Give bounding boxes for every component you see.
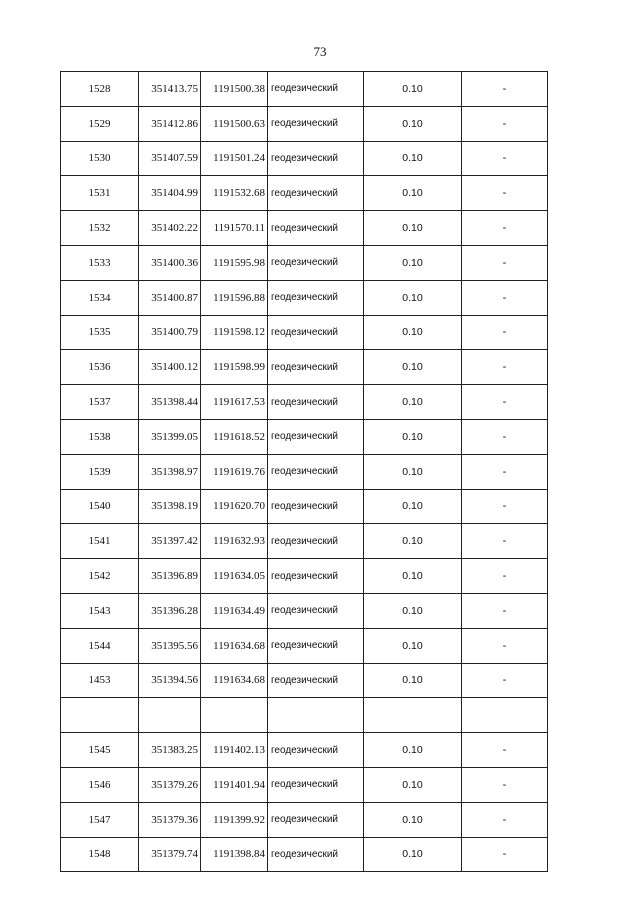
y-coordinate-cell: 1191618.52 xyxy=(201,419,268,454)
table-row xyxy=(61,698,548,733)
point-number-cell: 1531 xyxy=(61,176,139,211)
accuracy-cell: 0.10 xyxy=(364,663,462,698)
description-cell xyxy=(462,698,548,733)
accuracy-cell: 0.10 xyxy=(364,802,462,837)
point-number-cell: 1541 xyxy=(61,524,139,559)
method-cell: геодезический xyxy=(268,141,364,176)
page-number: 73 xyxy=(313,44,327,59)
description-cell: - xyxy=(462,524,548,559)
y-coordinate-cell: 1191619.76 xyxy=(201,454,268,489)
y-coordinate-cell: 1191398.84 xyxy=(201,837,268,872)
coordinates-table-body xyxy=(61,72,548,872)
method-cell: геодезический xyxy=(268,211,364,246)
x-coordinate-cell: 351402.22 xyxy=(139,211,201,246)
x-coordinate-cell: 351379.74 xyxy=(139,837,201,872)
x-coordinate-cell: 351400.12 xyxy=(139,350,201,385)
description-cell: - xyxy=(462,72,548,107)
table-row xyxy=(61,663,548,698)
table-row xyxy=(61,733,548,768)
method-cell: геодезический xyxy=(268,315,364,350)
accuracy-cell xyxy=(364,698,462,733)
accuracy-cell: 0.10 xyxy=(364,593,462,628)
description-cell: - xyxy=(462,767,548,802)
point-number-cell: 1529 xyxy=(61,106,139,141)
method-cell: геодезический xyxy=(268,489,364,524)
accuracy-cell: 0.10 xyxy=(364,489,462,524)
table-row xyxy=(61,211,548,246)
y-coordinate-cell: 1191620.70 xyxy=(201,489,268,524)
point-number-cell: 1538 xyxy=(61,419,139,454)
table-row xyxy=(61,176,548,211)
point-number-cell: 1530 xyxy=(61,141,139,176)
table-row xyxy=(61,280,548,315)
x-coordinate-cell: 351399.05 xyxy=(139,419,201,454)
accuracy-cell: 0.10 xyxy=(364,315,462,350)
point-number-cell: 1542 xyxy=(61,559,139,594)
method-cell: геодезический xyxy=(268,350,364,385)
accuracy-cell: 0.10 xyxy=(364,837,462,872)
method-cell: геодезический xyxy=(268,593,364,628)
method-cell: геодезический xyxy=(268,802,364,837)
accuracy-cell: 0.10 xyxy=(364,454,462,489)
description-cell: - xyxy=(462,176,548,211)
y-coordinate-cell: 1191401.94 xyxy=(201,767,268,802)
y-coordinate-cell: 1191634.68 xyxy=(201,628,268,663)
table-row xyxy=(61,767,548,802)
accuracy-cell: 0.10 xyxy=(364,767,462,802)
point-number-cell: 1543 xyxy=(61,593,139,628)
y-coordinate-cell: 1191402.13 xyxy=(201,733,268,768)
table-row xyxy=(61,837,548,872)
accuracy-cell: 0.10 xyxy=(364,419,462,454)
point-number-cell: 1540 xyxy=(61,489,139,524)
x-coordinate-cell: 351379.26 xyxy=(139,767,201,802)
table-row xyxy=(61,628,548,663)
description-cell: - xyxy=(462,628,548,663)
accuracy-cell: 0.10 xyxy=(364,733,462,768)
x-coordinate-cell: 351404.99 xyxy=(139,176,201,211)
x-coordinate-cell: 351397.42 xyxy=(139,524,201,559)
accuracy-cell: 0.10 xyxy=(364,559,462,594)
description-cell: - xyxy=(462,385,548,420)
table-row xyxy=(61,350,548,385)
point-number-cell: 1544 xyxy=(61,628,139,663)
coordinates-table xyxy=(60,71,548,872)
table-row xyxy=(61,72,548,107)
y-coordinate-cell: 1191632.93 xyxy=(201,524,268,559)
method-cell: геодезический xyxy=(268,559,364,594)
table-row xyxy=(61,559,548,594)
method-cell: геодезический xyxy=(268,106,364,141)
method-cell: геодезический xyxy=(268,176,364,211)
y-coordinate-cell: 1191500.38 xyxy=(201,72,268,107)
y-coordinate-cell: 1191617.53 xyxy=(201,385,268,420)
point-number-cell: 1548 xyxy=(61,837,139,872)
accuracy-cell: 0.10 xyxy=(364,211,462,246)
table-row xyxy=(61,593,548,628)
x-coordinate-cell: 351398.97 xyxy=(139,454,201,489)
description-cell: - xyxy=(462,802,548,837)
table-row xyxy=(61,419,548,454)
point-number-cell: 1547 xyxy=(61,802,139,837)
description-cell: - xyxy=(462,489,548,524)
description-cell: - xyxy=(462,733,548,768)
description-cell: - xyxy=(462,593,548,628)
x-coordinate-cell: 351398.19 xyxy=(139,489,201,524)
y-coordinate-cell: 1191634.49 xyxy=(201,593,268,628)
description-cell: - xyxy=(462,141,548,176)
point-number-cell: 1535 xyxy=(61,315,139,350)
table-row xyxy=(61,802,548,837)
table-row xyxy=(61,315,548,350)
method-cell: геодезический xyxy=(268,419,364,454)
table-row xyxy=(61,524,548,559)
accuracy-cell: 0.10 xyxy=(364,385,462,420)
method-cell: геодезический xyxy=(268,663,364,698)
point-number-cell: 1537 xyxy=(61,385,139,420)
point-number-cell: 1533 xyxy=(61,245,139,280)
description-cell: - xyxy=(462,245,548,280)
y-coordinate-cell: 1191598.99 xyxy=(201,350,268,385)
accuracy-cell: 0.10 xyxy=(364,245,462,280)
description-cell: - xyxy=(462,837,548,872)
description-cell: - xyxy=(462,663,548,698)
method-cell: геодезический xyxy=(268,385,364,420)
description-cell: - xyxy=(462,315,548,350)
description-cell: - xyxy=(462,454,548,489)
table-row xyxy=(61,454,548,489)
y-coordinate-cell: 1191595.98 xyxy=(201,245,268,280)
x-coordinate-cell: 351398.44 xyxy=(139,385,201,420)
method-cell: геодезический xyxy=(268,245,364,280)
x-coordinate-cell: 351396.28 xyxy=(139,593,201,628)
y-coordinate-cell: 1191570.11 xyxy=(201,211,268,246)
x-coordinate-cell: 351412.86 xyxy=(139,106,201,141)
point-number-cell: 1453 xyxy=(61,663,139,698)
y-coordinate-cell: 1191634.05 xyxy=(201,559,268,594)
method-cell: геодезический xyxy=(268,837,364,872)
table-row xyxy=(61,385,548,420)
method-cell: геодезический xyxy=(268,280,364,315)
accuracy-cell: 0.10 xyxy=(364,524,462,559)
point-number-cell: 1545 xyxy=(61,733,139,768)
point-number-cell: 1534 xyxy=(61,280,139,315)
point-number-cell xyxy=(61,698,139,733)
x-coordinate-cell: 351400.79 xyxy=(139,315,201,350)
y-coordinate-cell: 1191501.24 xyxy=(201,141,268,176)
description-cell: - xyxy=(462,106,548,141)
method-cell: геодезический xyxy=(268,524,364,559)
y-coordinate-cell: 1191634.68 xyxy=(201,663,268,698)
accuracy-cell: 0.10 xyxy=(364,280,462,315)
method-cell: геодезический xyxy=(268,767,364,802)
point-number-cell: 1546 xyxy=(61,767,139,802)
description-cell: - xyxy=(462,419,548,454)
method-cell: геодезический xyxy=(268,733,364,768)
x-coordinate-cell: 351383.25 xyxy=(139,733,201,768)
description-cell: - xyxy=(462,350,548,385)
y-coordinate-cell xyxy=(201,698,268,733)
point-number-cell: 1528 xyxy=(61,72,139,107)
accuracy-cell: 0.10 xyxy=(364,176,462,211)
accuracy-cell: 0.10 xyxy=(364,106,462,141)
table-row xyxy=(61,245,548,280)
accuracy-cell: 0.10 xyxy=(364,350,462,385)
x-coordinate-cell: 351394.56 xyxy=(139,663,201,698)
description-cell: - xyxy=(462,559,548,594)
y-coordinate-cell: 1191399.92 xyxy=(201,802,268,837)
x-coordinate-cell: 351407.59 xyxy=(139,141,201,176)
point-number-cell: 1532 xyxy=(61,211,139,246)
y-coordinate-cell: 1191500.63 xyxy=(201,106,268,141)
x-coordinate-cell: 351400.36 xyxy=(139,245,201,280)
x-coordinate-cell: 351379.36 xyxy=(139,802,201,837)
table-row xyxy=(61,106,548,141)
accuracy-cell: 0.10 xyxy=(364,628,462,663)
description-cell: - xyxy=(462,211,548,246)
table-row xyxy=(61,141,548,176)
x-coordinate-cell: 351400.87 xyxy=(139,280,201,315)
table-row xyxy=(61,489,548,524)
description-cell: - xyxy=(462,280,548,315)
x-coordinate-cell: 351396.89 xyxy=(139,559,201,594)
y-coordinate-cell: 1191598.12 xyxy=(201,315,268,350)
accuracy-cell: 0.10 xyxy=(364,72,462,107)
accuracy-cell: 0.10 xyxy=(364,141,462,176)
y-coordinate-cell: 1191532.68 xyxy=(201,176,268,211)
x-coordinate-cell: 351413.75 xyxy=(139,72,201,107)
point-number-cell: 1536 xyxy=(61,350,139,385)
x-coordinate-cell: 351395.56 xyxy=(139,628,201,663)
method-cell xyxy=(268,698,364,733)
y-coordinate-cell: 1191596.88 xyxy=(201,280,268,315)
method-cell: геодезический xyxy=(268,72,364,107)
method-cell: геодезический xyxy=(268,454,364,489)
point-number-cell: 1539 xyxy=(61,454,139,489)
method-cell: геодезический xyxy=(268,628,364,663)
x-coordinate-cell xyxy=(139,698,201,733)
